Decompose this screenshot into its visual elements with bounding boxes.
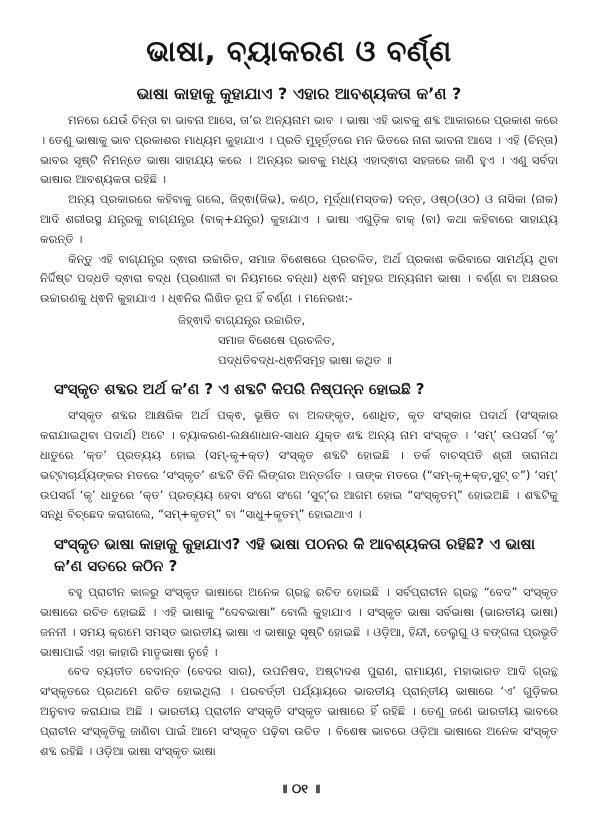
section-what-is-language bbox=[40, 83, 558, 370]
section-heading: ଭାଷା କାହାକୁ କୁହାଯାଏ ? ଏହାର ଆବଶ୍ୟକତା କ’ଣ ? bbox=[136, 84, 462, 103]
paragraph: କିନ୍ତୁ ଏହି ବାଗ୍‌ଯନ୍ତ୍ର ଦ୍ଵାରା ଉଚ୍ଚାରିତ, ସମାଜ ବିଶେଷରେ ପ୍ରଚଳିତ, ଅର୍ଥ ପ୍ରକାଶ କରିବାରେ ସାମର୍ଥ୍ୟ ଥିବା ନିର୍ଦ୍ଦିଷ୍ଟ ପଦ୍ଧତି ଦ୍ଵାରା ବଦ୍ଧ (ପ୍ରଣାଳୀ ବା ନିୟମରେ ବନ୍ଧା) ଧ୍ଵନି ସମୂହର ଅନ୍ୟନାମ ଭାଷା । ବର୍ଣ୍ଣ ବା ଅକ୍ଷରର ଉଚ୍ଚାରଣକୁ ଧ୍ଵନି କୁହାଯାଏ । ଧ୍ଵନିର ଲିଖିତ ରୂପ ହିଁ ବର୍ଣ୍ଣ । ମନେରଖ:- bbox=[40, 251, 558, 306]
section-sanskrit-meaning bbox=[40, 378, 558, 525]
paragraph: ଅନ୍ୟ ପ୍ରକାରରେ କହିବାକୁ ଗଲେ, ଜିହ୍ଵା(ଜିଭ), କଣ୍ଠ, ମୂର୍ଦ୍ଧା(ମସ୍ତକ) ଦନ୍ତ, ଓଷ୍ଠ(ଓଠ) ଓ ନାସିକା (ନାକ) ଆଦି ଶରୀରସ୍ଥ ଯନ୍ତ୍ରକୁ ବାଗ୍‌ଯନ୍ତ୍ର (ବାକ୍+ଯନ୍ତ୍ର) କୁହାଯାଏ । ଭାଷା ଏଗୁଡ଼ିକ ବାକ୍ (ବା) କଥା କହିବାରେ ସାହାଯ୍ୟ କରନ୍ତି । bbox=[40, 192, 558, 246]
section-heading: ସଂସ୍କୃତ ଶବ୍ଦର ଅର୍ଥ କ’ଣ ? ଏ ଶବ୍ଦଟି କିପରି ନିଷ୍ପନ୍ନ ହୋଇଛି ? bbox=[54, 380, 425, 399]
verse-line: ପଦ୍ଧତିବଦ୍ଧ-ଧ୍ଵନିସମୂହ ଭାଷା କଥିତ ॥ bbox=[218, 352, 392, 367]
paragraph: ବହୁ ପ୍ରାଚୀନ କାଳରୁ ସଂସ୍କୃତ ଭାଷାରେ ଅନେକ ଗ୍ରନ୍ଥ ରଚିତ ହୋଇଛି । ସର୍ବପ୍ରାଚୀନ ଗ୍ରନ୍ଥ “ବେଦ” ସଂସ୍କୃତ ଭାଷାରେ ରଚିତ ହୋଇଛି । ଏହି ଭାଷାକୁ “ଦେବଭାଷା” ବୋଲି କୁହାଯାଏ । ସଂସ୍କୃତ ଭାଷା ସର୍ବଭାଷା (ଭାରତୀୟ ଭାଷା) ଜନନୀ । ସମୟ କ୍ରମେ ସମସ୍ତ ଭାରତୀୟ ଭାଷା ଏ ଭାଷାରୁ ସୃଷ୍ଟି ହୋଇଛି । ଓଡ଼ିଆ, ହିନ୍ଦୀ, ତେଲୁଗୁ ଓ ବଙ୍ଗଳା ପ୍ରଭୃତି ଭାଷାପାଇଁ ଏହା କାହାରି ମାତୃଭାଷା ନୁହେଁ । bbox=[40, 585, 558, 659]
section-heading: ସଂସ୍କୃତ ଭାଷା କାହାକୁ କୁହାଯାଏ? ଏହି ଭାଷା ପଠନର କି ଆବଶ୍ୟକତା ରହିଛି? ଏ ଭାଷା କ’ଣ ସତରେ କଠିନ ? bbox=[54, 535, 536, 576]
page-title: ଭାଷା, ବ୍ୟାକରଣ ଓ ବର୍ଣ୍ଣ bbox=[146, 34, 452, 68]
verse-line: ଜିହ୍ଵାଦି ବାଗ୍‌ଯନ୍ତ୍ର ଉଚ୍ଚାରିତ, bbox=[178, 312, 306, 327]
verse-line: ସମାଜ ବିଶେଷେ ପ୍ରଚଳିତ, bbox=[218, 332, 335, 347]
paragraph: ମନରେ ଯେଉଁ ଚିନ୍ତା ବା ଭାବନା ଆସେ, ତା’ର ଅନ୍ୟନାମ ଭାବ । ଭାଷା ଏହି ଭାବକୁ ଶବ୍ଦ ଆକାରରେ ପ୍ରକାଶ କରେ । ତେଣୁ ଭାଷାକୁ ଭାବ ପ୍ରକାଶର ମାଧ୍ୟମ କୁହାଯାଏ । ପ୍ରତି ମୁହୂର୍ତ୍ତରେ ମନ ଭିତରେ ନାନା ଭାବନା ଆସେ । ଏହି (ଚିନ୍ତା) ଭାବର ସୃଷ୍ଟି ନିମନ୍ତେ ଭାଷା ସାହାଯ୍ୟ କରେ । ଅନ୍ୟର ଭାବକୁ ମଧ୍ୟ ଏହାଦ୍ଵାରା ସହଜରେ ଜାଣି ହୁଏ । ଏଣୁ ସର୍ବଦା ଭାଷାର ଆବଶ୍ୟକତା ରହିଛି । bbox=[40, 113, 558, 187]
verse-block bbox=[178, 311, 558, 370]
page-number: ॥ ୦୧ ॥ bbox=[279, 782, 321, 797]
paragraph: ସଂସ୍କୃତ ଶବ୍ଦର ଆକ୍ଷରିକ ଅର୍ଥ ପକ୍ଵ, ଭୂଷିତ ବା ଅଳଙ୍କୃତ, ଶୋଧିତ, କୃତ ସଂସ୍କାର ପଦାର୍ଥ (ସଂସ୍କାର କରାଯାଇଥିବା ପଦାର୍ଥ) ଅଟେ । ବ୍ୟାକରଣ-ଲକ୍ଷଣାଧାନ-ସାଧନ ଯୁକ୍ତ ଶବ୍ଦ ଅନ୍ୟ ନାମ ସଂସ୍କୃତ । ‘ସମ୍’ ଉପସର୍ଗ ‘କୃ’ ଧାତୁରେ ‘କ୍ତ’ ପ୍ରତ୍ୟୟ ହୋଇ (ସମ୍-କୃ+କ୍ତ) ସଂସ୍କୃତ ଶବ୍ଦଟି ହୋଇଛି । ତର୍କ ବାଚସ୍ପତି ଶ୍ରୀ ତାରାନାଥ ଭଟ୍ଟାଚାର୍ଯ୍ୟଙ୍କର ମତରେ ‘ସଂସ୍କୃତ’ ଶବ୍ଦଟି ତିନି ଲିଙ୍ଗର ଅନ୍ତର୍ଗତ । ତାଙ୍କ ମତରେ (“ସମ୍-କୃ+କ୍ତ,ସୁଟ୍ ଚ”) ‘ସମ୍’ ଉପସର୍ଗ ‘କୃ’ ଧାତୁରେ ‘କ୍ତ’ ପ୍ରତ୍ୟୟ ହେବା ସଂଗେ ସଂଗେ ‘ସୁଟ୍’ର ଆଗମ ହୋଇ “ସଂସ୍କୃତମ୍” ହୋଇଅଛି । ଶବ୍ଦଟିକୁ ସନ୍ଧି ବିଚ୍ଛେଦ କରାଗଲେ, “ସମ୍+କୃତମ୍” ବା “ସାଧୁ+କୃତମ୍” ହୋଇଥାଏ । bbox=[40, 408, 558, 522]
section-sanskrit-language bbox=[40, 533, 558, 761]
paragraph: ବେଦ ବ୍ୟତୀତ ବେଦାନ୍ତ (ବେଦର ସାର), ଉପନିଷଦ, ଅଷ୍ଟାଦଶ ପୁରାଣ, ରାମାୟଣ, ମହାଭାରତ ଆଦି ଗ୍ରନ୍ଥ ସଂସ୍କୃତରେ ପ୍ରଥମେ ରଚିତ ହୋଇଥିଲା । ପରବର୍ତ୍ତୀ ପର୍ଯ୍ୟାୟରେ ଭାରତୀୟ ପ୍ରାନ୍ତୀୟ ଭାଷାରେ ‘ଏ’ ଗୁଡ଼ିକର ଅନୁବାଦ କରାଯାଇ ଅଛି । ଭାରତୀୟ ପ୍ରାଚୀନ ସଂସ୍କୃତି ସଂସ୍କୃତ ଭାଷାରେ ହିଁ ରହିଛି । ତେଣୁ ଜଣେ ଭାରତୀୟ ଭାବରେ ପ୍ରାଚୀନ ସଂସ୍କୃତିକୁ ଜାଣିବା ପାଇଁ ଆମେ ସଂସ୍କୃତ ପଢ଼ିବା ଉଚିତ । ବିଶେଷ ଭାବରେ ଓଡ଼ିଆ ଭାଷାରେ ଅନେକ ସଂସ୍କୃତ ଶବ୍ଦ ରହିଛି । ଓଡ଼ିଆ ଭାଷା ସଂସ୍କୃତ ଭାଷା bbox=[40, 664, 558, 758]
